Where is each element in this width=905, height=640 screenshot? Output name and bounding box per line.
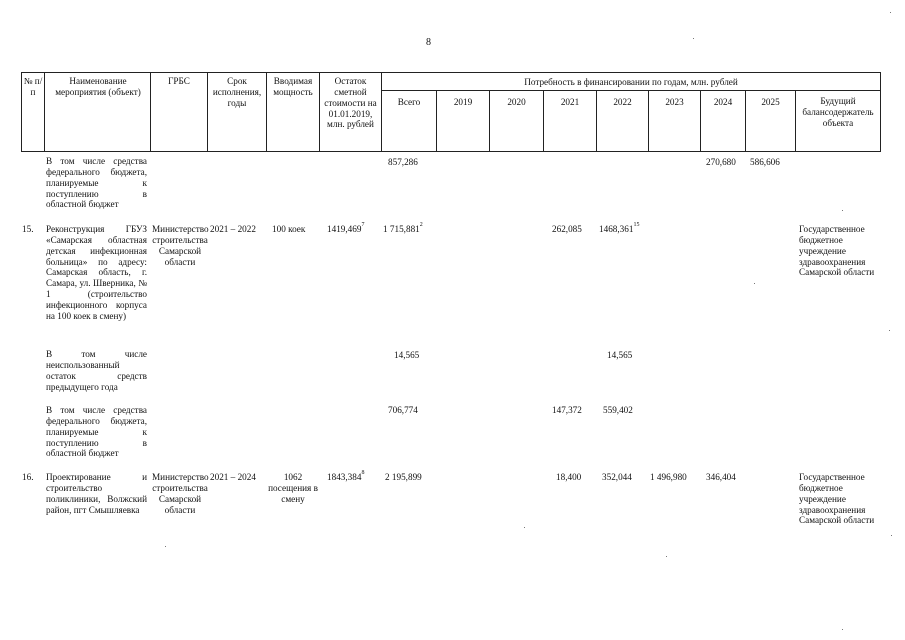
row-name: В том числе неиспользованный остаток средств предыдущего года <box>46 349 147 392</box>
row-year-2024: 270,680 <box>706 157 736 167</box>
row-term: 2021 – 2022 <box>210 224 256 234</box>
scan-speck <box>165 546 166 547</box>
header-year-2022: 2022 <box>613 97 632 107</box>
row-capacity: 1062 посещения в смену <box>268 472 318 504</box>
header-year-2019: 2019 <box>453 97 473 107</box>
row-term: 2021 – 2024 <box>210 472 256 482</box>
row-year-2022-value: 1468,361 <box>599 224 634 234</box>
scan-speck <box>889 330 890 331</box>
col-border <box>880 72 881 152</box>
row-name: Проектирование и строительство поликлиники, Волжский район, пгт Смышляевка <box>46 472 147 515</box>
row-total: 14,565 <box>394 350 420 360</box>
col-border <box>44 72 45 152</box>
row-name: Реконструкция ГБУЗ «Самарская областная детская инфекционная больница» по адресу: Самарская область, г. Самара, ул. Шверника, № 1 (строительство инфекционного корпуса на 100 коек в смену) <box>46 224 147 321</box>
scan-speck <box>754 283 755 284</box>
page-number: 8 <box>426 37 431 48</box>
row-total: 706,774 <box>388 405 418 415</box>
row-year-2022: 14,565 <box>607 350 633 360</box>
scan-speck <box>842 629 843 630</box>
row-name: В том числе средства федерального бюджета, планируемые к поступлению в областной бюджет <box>46 405 147 459</box>
row-total: 2 195,899 <box>385 472 422 482</box>
scan-speck <box>693 38 694 39</box>
scan-speck <box>891 535 892 536</box>
header-future-holder: Будущий балансодержатель объекта <box>802 96 874 128</box>
header-remainder: Остаток сметной стоимости на 01.01.2019, млн. рублей <box>324 76 377 130</box>
scan-speck <box>666 556 667 557</box>
row-num: 16. <box>22 472 34 482</box>
header-year-2025: 2025 <box>761 97 780 107</box>
row-name: В том числе средства федерального бюджета, планируемые к поступлению в областной бюджет <box>46 156 147 210</box>
row-grbs: Министерство строительства Самарской области <box>152 224 209 267</box>
header-year-2023: 2023 <box>665 97 684 107</box>
header-name: Наименование мероприятия (объект) <box>55 76 141 97</box>
footnote-mark: 15 <box>633 222 640 228</box>
scan-speck <box>524 527 525 528</box>
row-remainder-value: 1843,384 <box>327 472 362 482</box>
footnote-mark: 8 <box>361 470 365 476</box>
row-grbs: Министерство строительства Самарской области <box>152 472 209 515</box>
scan-speck <box>890 12 891 13</box>
row-num: 15. <box>22 224 34 234</box>
row-total <box>383 224 423 235</box>
header-capacity: Вводимая мощность <box>273 76 313 97</box>
row-remainder <box>327 472 364 483</box>
funding-group-divider <box>381 90 881 91</box>
row-year-2022 <box>599 224 639 235</box>
row-total-value: 1 715,881 <box>383 224 420 234</box>
row-capacity: 100 коек <box>272 224 306 234</box>
row-year-2021: 262,085 <box>552 224 582 234</box>
row-year-2021: 18,400 <box>556 472 582 482</box>
footnote-mark: 7 <box>361 222 365 228</box>
header-total: Всего <box>397 97 421 107</box>
header-term: Срок исполнения, годы <box>212 76 262 108</box>
header-year-2020: 2020 <box>507 97 526 107</box>
header-num: № п/п <box>23 76 43 97</box>
header-year-2021: 2021 <box>560 97 580 107</box>
scan-speck <box>842 210 843 211</box>
header-year-2024: 2024 <box>713 97 733 107</box>
row-total: 857,286 <box>388 157 418 167</box>
row-year-2022: 352,044 <box>602 472 632 482</box>
row-year-2023: 1 496,980 <box>650 472 687 482</box>
row-future-holder: Государственное бюджетное учреждение здравоохранения Самарской области <box>799 224 875 278</box>
row-year-2025: 586,606 <box>750 157 780 167</box>
footnote-mark: 2 <box>419 222 423 228</box>
col-border <box>795 90 796 152</box>
row-year-2024: 346,404 <box>706 472 736 482</box>
header-funding-group: Потребность в финансировании по годам, млн. рублей <box>524 77 738 87</box>
row-year-2021: 147,372 <box>552 405 582 415</box>
row-future-holder: Государственное бюджетное учреждение здравоохранения Самарской области <box>799 472 875 526</box>
row-year-2022: 559,402 <box>603 405 633 415</box>
row-remainder-value: 1419,469 <box>327 224 362 234</box>
row-remainder <box>327 224 364 235</box>
header-grbs: ГРБС <box>168 76 190 86</box>
